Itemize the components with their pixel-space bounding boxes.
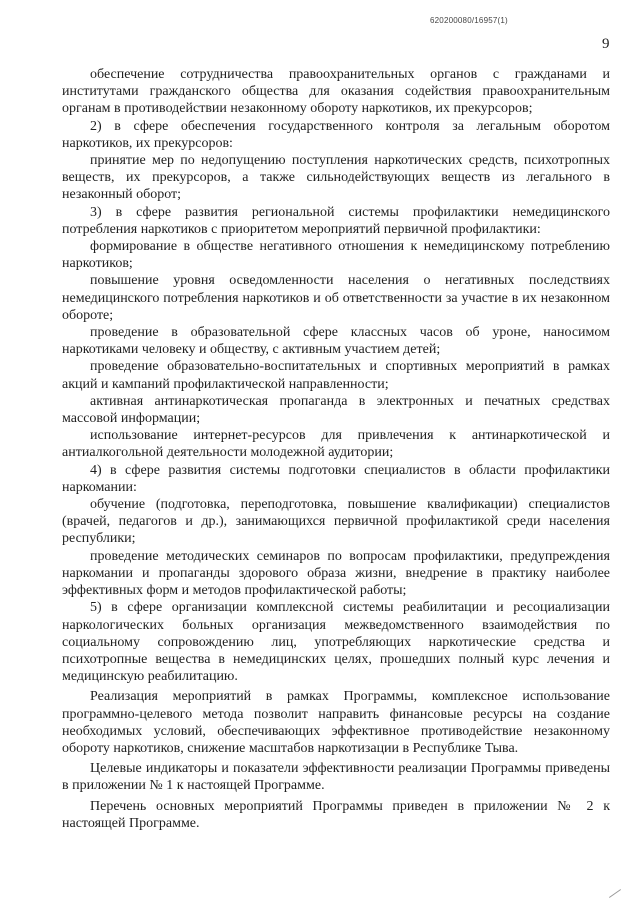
paragraph-seminars: проведение методических семинаров по вопросам профилактики, предупреждения наркомании и пропаганды здорового образа жизни, внедрение в практику наиболее эффективных форм и методов профилактической работы; [62,548,610,599]
paragraph-media-propaganda: активная антинаркотическая пропаганда в электронных и печатных средствах массовой информации; [62,393,610,427]
paragraph-specialist-training: 4) в сфере развития системы подготовки специалистов в области профилактики наркомании: [62,462,610,495]
paragraph-awareness: повышение уровня осведомленности населения о негативных последствиях немедицинского потребления наркотиков и об ответственности за участие в их незаконном обороте; [62,273,610,323]
paragraph-rehabilitation: 5) в сфере организации комплексной системы реабилитации и ресоциализации наркологических больных организация межведомственного взаимодействия по социальному сопровождению лиц, употребляющих наркотические средства и психотропные вещества в немедицинских целях, прошедших полный курс лечения и медицинскую реабилитацию. [62,600,610,685]
paragraph-state-control: 2) в сфере обеспечения государственного контроля за легальным оборотом наркотиков, их прекурсоров: [62,118,610,151]
paragraph-activities-list: Перечень основных мероприятий Программы приведен в приложении № 2 к настоящей Программе. [62,798,610,831]
paragraph-class-hours: проведение в образовательной сфере классных часов об уроне, наносимом наркотиками человеку и обществу, с активным участием детей; [62,325,610,358]
document-id: 620200080/16957(1) [430,16,508,25]
paragraph-indicators: Целевые индикаторы и показатели эффективности реализации Программы приведены в приложении № 1 к настоящей Программе. [62,761,610,794]
page-number: 9 [602,36,610,52]
paragraph-prevent-leakage: принятие мер по недопущению поступления наркотических средств, психотропных веществ, их прекурсоров, а также сильнодействующих веществ из легального в незаконный оборот; [62,153,610,203]
document-body [62,66,610,832]
paragraph-implementation: Реализация мероприятий в рамках Программы, комплексное использование программно-целевого метода позволит направить финансовые ресурсы на создание необходимых условий, обеспечивающих эффективное противодействие незаконному обороту наркотиков, снижение масштабов наркотизации в Республике Тыва. [62,689,610,756]
paragraph-education: обучение (подготовка, переподготовка, повышение квалификации) специалистов (врачей, педагогов и др.), занимающихся первичной профилактикой среди населения республики; [62,497,610,547]
scan-edge-mark [609,889,621,898]
paragraph-sports-events: проведение образовательно-воспитательных и спортивных мероприятий в рамках акций и кампаний профилактической направленности; [62,359,610,392]
paragraph-cooperation: обеспечение сотрудничества правоохранительных органов с гражданами и институтами гражданского общества для оказания содействия правоохранительным органам в противодействии незаконному обороту наркотиков, их прекурсоров; [62,67,610,117]
paragraph-negative-attitude: формирование в обществе негативного отношения к немедицинскому потреблению наркотиков; [62,239,610,272]
paragraph-internet-resources: использование интернет-ресурсов для привлечения к антинаркотической и антиалкогольной деятельности молодежной аудитории; [62,428,610,461]
paragraph-regional-prevention: 3) в сфере развития региональной системы профилактики немедицинского потребления наркотиков с приоритетом мероприятий первичной профилактики: [62,204,610,237]
